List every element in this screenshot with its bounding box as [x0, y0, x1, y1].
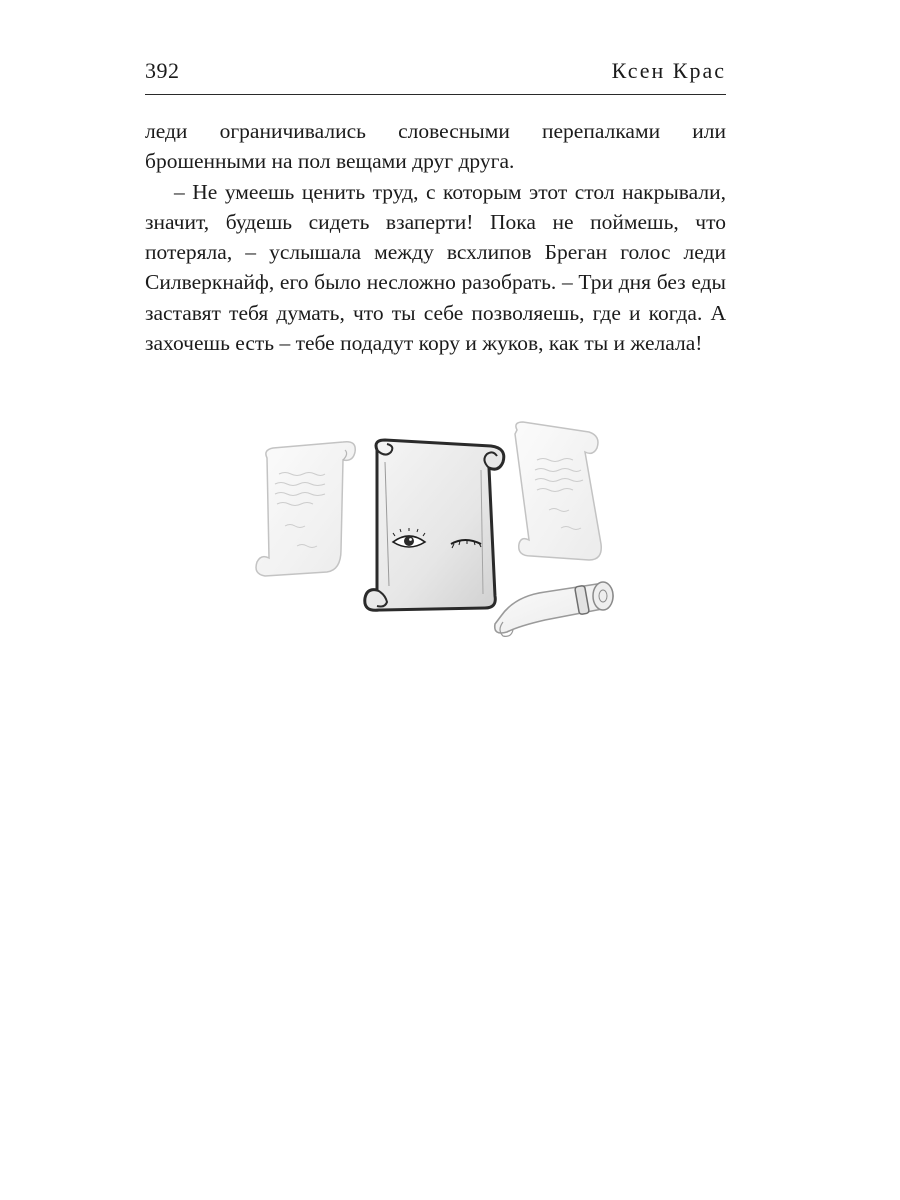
center-scroll — [365, 440, 504, 610]
paragraph-continuation: леди ограничивались словесными перепалками или брошенными на пол вещами друг друга. — [145, 119, 726, 174]
body-text — [145, 116, 726, 358]
scrolls-with-eyes-icon — [245, 410, 625, 650]
left-scroll — [256, 442, 355, 576]
scrolls-illustration — [245, 410, 625, 650]
page-header — [145, 50, 726, 95]
paragraph-dialogue: – Не умеешь ценить труд, с которым этот стол накрывали, значит, будешь сидеть взаперти! Пока не поймешь, что потеряла, – услышала между всхлипов Бреган голос леди Силверкнайф, его было несложно разобрать. – Три дня без еды заставят тебя думать, что ты себе позволяешь, где и когда. А захочешь есть – тебе подадут кору и жуков, как ты и желала! — [145, 179, 726, 356]
right-scroll — [515, 422, 601, 560]
page-number: 392 — [145, 58, 180, 83]
running-head-author: Ксен Крас — [611, 58, 726, 83]
rolled-scroll — [495, 582, 613, 636]
